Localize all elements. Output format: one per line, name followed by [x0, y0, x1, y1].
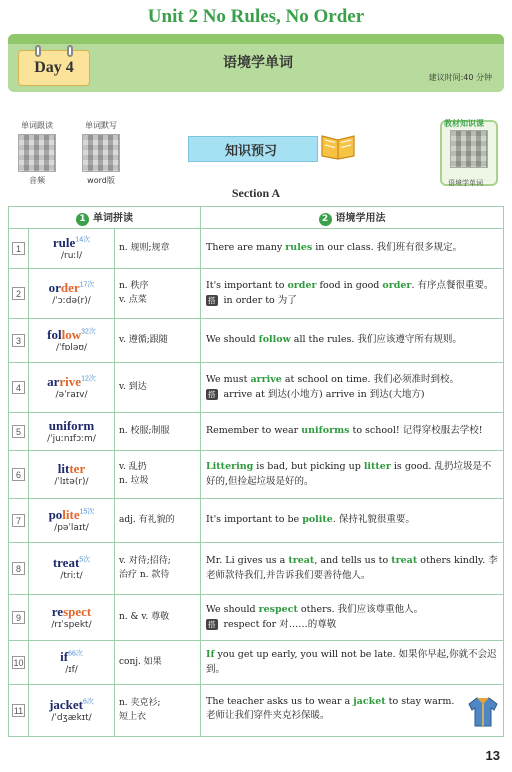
word[interactable] — [29, 235, 114, 251]
usage-example — [201, 543, 504, 595]
usage-text: There are many — [206, 242, 286, 254]
frequency-badge: 5次 — [79, 556, 91, 564]
word[interactable] — [29, 604, 114, 620]
keyword: treat — [288, 554, 315, 566]
word-part: treat — [52, 554, 80, 570]
usage-example — [201, 499, 504, 543]
usage-text: food in good — [316, 279, 383, 291]
banner-center-label: 语境学单词 — [223, 55, 293, 71]
usage-text: We should — [206, 603, 259, 615]
page-number: 13 — [485, 748, 500, 763]
usage-example — [201, 595, 504, 641]
word[interactable] — [29, 374, 114, 390]
jacket-icon — [468, 695, 498, 727]
ring-icon — [67, 45, 73, 57]
word-part: rule — [52, 234, 76, 250]
frequency-badge: 17次 — [79, 281, 95, 289]
usage-text: It's important to be — [206, 514, 303, 526]
circle-number: 1 — [76, 213, 89, 226]
qr-lesson[interactable] — [440, 120, 498, 186]
usage-text: Mr. Li gives us a — [206, 554, 289, 566]
meaning: conj. 如果 — [115, 641, 201, 685]
table-row — [9, 413, 504, 451]
word-stress: lite — [62, 506, 80, 522]
qr-audio[interactable] — [18, 120, 56, 186]
row-number: 8 — [12, 562, 25, 575]
frequency-badge: 12次 — [81, 375, 96, 383]
phonetic: /ˈlɪtə(r)/ — [54, 477, 89, 487]
preview-label: 知识预习 — [188, 136, 318, 162]
qr-dictation-label: 单词默写 — [85, 121, 117, 130]
usage-text: is good. 乱扔垃圾是不好的,但捡起垃圾是好的。 — [206, 460, 492, 487]
day-banner — [8, 34, 504, 92]
phonetic: /ˈjuːnɪfɔːm/ — [47, 434, 96, 444]
phonetic: /pəˈlaɪt/ — [54, 523, 89, 533]
phonetic: /ˈdʒækɪt/ — [51, 713, 92, 723]
usage-text: arrive at 到达(小地方) arrive in 到达(大地方) — [220, 388, 425, 400]
usage-text: It's important to — [206, 279, 288, 291]
collocation-tag: 搭 — [208, 295, 216, 305]
row-number: 7 — [12, 514, 25, 527]
qr-dictation[interactable] — [82, 120, 120, 186]
phonetic: /ɪf/ — [65, 665, 78, 675]
row-number: 10 — [13, 658, 24, 668]
keyword: uniforms — [301, 425, 350, 437]
word-part: uniform — [48, 417, 95, 433]
qr-audio-sub: 音频 — [29, 176, 45, 185]
usage-example — [201, 685, 504, 737]
phonetic: /ˈfɒləʊ/ — [55, 343, 88, 353]
keyword: follow — [258, 334, 291, 346]
usage-text: respect for 对……的尊敬 — [220, 618, 337, 630]
row-number: 2 — [12, 287, 25, 300]
row-number: 9 — [12, 611, 25, 624]
row-number: 4 — [12, 381, 25, 394]
suggested-time: 建议时间:40 分钟 — [428, 73, 492, 82]
usage-text: in our class. 我们班有很多规定。 — [312, 242, 463, 254]
meaning: v. 乱扔 n. 垃圾 — [115, 451, 201, 499]
frequency-badge: 6次 — [83, 698, 94, 706]
word-part: po — [48, 506, 63, 522]
phonetic: /ˈɔːdə(r)/ — [52, 296, 91, 306]
word-stress: rive — [59, 373, 82, 389]
qr-audio-label: 单词跟读 — [21, 121, 53, 130]
usage-text: in order to 为了 — [220, 294, 297, 306]
book-icon — [318, 130, 358, 160]
word[interactable] — [29, 461, 114, 477]
usage-text: Remember to wear — [206, 425, 302, 437]
table-row — [9, 499, 504, 543]
meaning: n. 夹克衫; 短上衣 — [115, 685, 201, 737]
qr-dictation-sub: word版 — [87, 176, 115, 185]
section-title: Section A — [231, 186, 281, 200]
word-stress: low — [61, 326, 82, 342]
usage-text: . 有序点餐很重要。 — [411, 279, 494, 291]
table-row — [9, 319, 504, 363]
usage-text: all the rules. 我们应该遵守所有规则。 — [290, 334, 462, 346]
keyword: respect — [258, 603, 298, 615]
usage-text: We should — [206, 334, 259, 346]
usage-example — [201, 363, 504, 413]
day-tag — [18, 50, 90, 86]
usage-text: . 保持礼貌很重要。 — [332, 514, 415, 526]
keyword: polite — [302, 514, 333, 526]
table-row — [9, 363, 504, 413]
banner-strip — [8, 34, 504, 44]
keyword: order — [382, 279, 412, 291]
keyword: treat — [391, 554, 418, 566]
usage-example — [201, 269, 504, 319]
frequency-badge: 15次 — [79, 508, 95, 516]
word-part: lit — [57, 460, 70, 476]
meaning: n. 规则;规章 — [115, 229, 201, 269]
row-number: 3 — [12, 334, 25, 347]
qr-code-icon[interactable] — [18, 134, 56, 172]
table-row — [9, 641, 504, 685]
table-row — [9, 229, 504, 269]
usage-text: others. 我们应该尊重他人。 — [297, 603, 424, 615]
frequency-badge: 66次 — [68, 650, 83, 658]
row-number: 11 — [13, 706, 24, 716]
word-part: if — [60, 648, 69, 664]
row-number: 6 — [12, 468, 25, 481]
unit-title: Unit 2 No Rules, No Order — [147, 6, 365, 27]
keyword: order — [287, 279, 317, 291]
word-stress: der — [60, 279, 80, 295]
keyword: If — [206, 648, 215, 660]
usage-text: , and tells us to — [314, 554, 392, 566]
col-header-usage — [201, 207, 504, 229]
qr-code-icon[interactable] — [82, 134, 120, 172]
word-stress: spect — [63, 603, 92, 619]
usage-text: at school on time. 我们必须准时到校。 — [281, 373, 460, 385]
row-number: 5 — [12, 425, 25, 438]
meaning: n. 秩序 v. 点菜 — [115, 269, 201, 319]
collocation-tag: 搭 — [208, 619, 216, 629]
col-header-spelling — [9, 207, 201, 229]
meaning: adj. 有礼貌的 — [115, 499, 201, 543]
usage-example — [201, 641, 504, 685]
phonetic: /triːt/ — [60, 571, 83, 581]
usage-example — [201, 413, 504, 451]
word-part: jacket — [49, 696, 84, 712]
keyword: rules — [285, 242, 313, 254]
meaning: n. 校服;制服 — [115, 413, 201, 451]
usage-text: you get up early, you will not be late. 如果你早起,你就不会迟到。 — [206, 648, 497, 675]
word[interactable] — [29, 649, 114, 665]
word[interactable] — [29, 507, 114, 523]
row-number: 1 — [12, 242, 25, 255]
usage-text: to stay warm. 老师让我们穿件夹克衫保暖。 — [206, 695, 455, 722]
usage-text: to school! 记得穿校服去学校! — [349, 425, 483, 437]
keyword: Littering — [206, 460, 254, 472]
phonetic: /əˈraɪv/ — [55, 390, 88, 400]
word[interactable] — [29, 555, 114, 571]
word-part: or — [48, 279, 61, 295]
usage-text: others kindly. 李老师款待我们,并告诉我们要善待他人。 — [206, 554, 498, 581]
frequency-badge: 14次 — [75, 236, 91, 244]
phonetic: /rɪˈspekt/ — [51, 620, 92, 630]
word-part: re — [51, 603, 64, 619]
word[interactable] — [29, 418, 114, 434]
qr-lesson-sub: 语境学单词 — [448, 179, 483, 187]
usage-example — [201, 319, 504, 363]
table-row — [9, 451, 504, 499]
meaning: v. 遵循;跟随 — [115, 319, 201, 363]
keyword: litter — [363, 460, 391, 472]
usage-example — [201, 229, 504, 269]
meaning: v. 对待;招待; 治疗 n. 款待 — [115, 543, 201, 595]
day-label: Day 4 — [34, 59, 74, 76]
keyword: jacket — [353, 695, 386, 707]
col-header-label: 语境学用法 — [335, 213, 386, 224]
usage-text: We must — [206, 373, 251, 385]
usage-text: The teacher asks us to wear a — [206, 695, 354, 707]
table-row — [9, 685, 504, 737]
usage-text: is bad, but picking up — [253, 460, 364, 472]
table-row — [9, 543, 504, 595]
circle-number: 2 — [319, 213, 332, 226]
qr-code-icon[interactable] — [450, 130, 488, 168]
table-row — [9, 595, 504, 641]
word[interactable] — [29, 280, 114, 296]
word-part: fol — [47, 326, 62, 342]
frequency-badge: 32次 — [81, 328, 96, 336]
col-header-label: 单词拼读 — [93, 213, 133, 224]
word[interactable] — [29, 327, 114, 343]
keyword: arrive — [250, 373, 282, 385]
usage-example — [201, 451, 504, 499]
ring-icon — [35, 45, 41, 57]
word-stress: ter — [69, 460, 86, 476]
meaning: n. & v. 尊敬 — [115, 595, 201, 641]
table-row — [9, 269, 504, 319]
word[interactable] — [29, 697, 114, 713]
collocation-tag: 搭 — [208, 389, 216, 399]
meaning: v. 到达 — [115, 363, 201, 413]
vocab-table — [8, 206, 504, 737]
phonetic: /ruːl/ — [60, 251, 82, 261]
qr-lesson-label: 教材知识课 — [444, 119, 484, 128]
word-part: ar — [47, 373, 60, 389]
